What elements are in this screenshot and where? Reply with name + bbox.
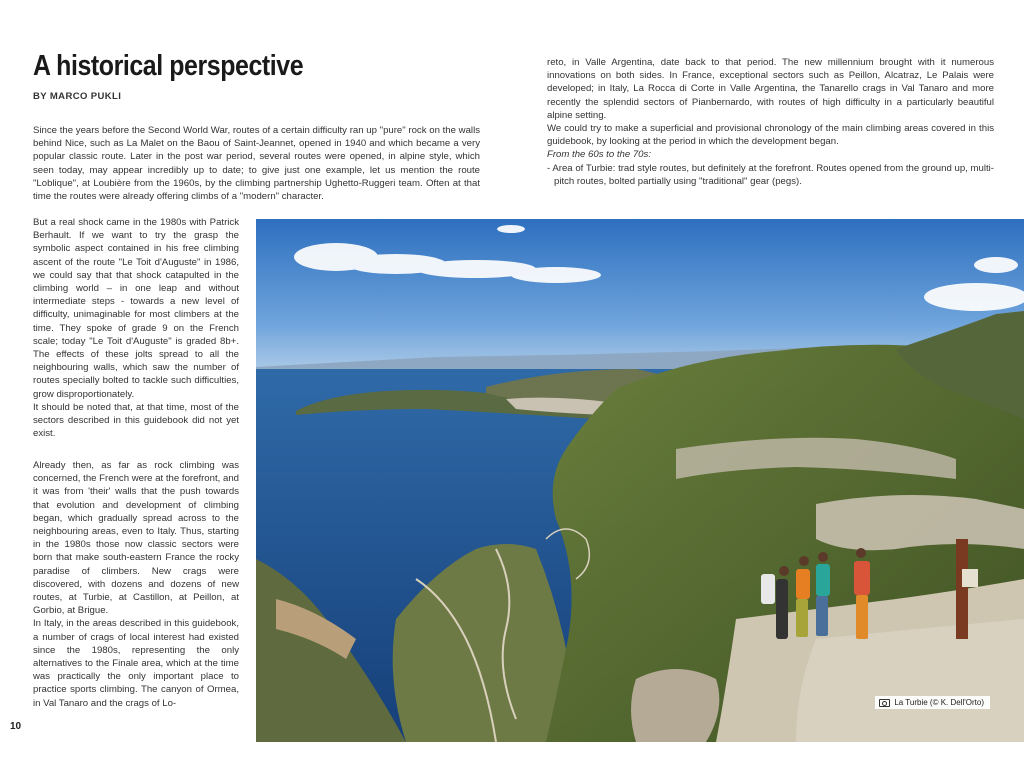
paragraph: reto, in Valle Argentina, date back to that period. The new millennium brought with it numerous innovations on both sides. In France, exceptional sectors such as Peillon, Alcatraz, Le Palais were developed; in Italy, La Rocca di Corte in Valle Argentina, the Tanarello crags in Val Tanaro and more recently the splendid sectors of Pianbernardo, with routes of high difficulty in a particularly beautiful alpine setting. [547, 57, 994, 121]
left-column-top [33, 216, 239, 440]
byline: BY MARCO PUKLI [33, 91, 122, 102]
paragraph: We could try to make a superficial and provisional chronology of the main climbing areas covered in this guidebook, by looking at the period in which the development began. [547, 123, 994, 148]
left-column-bottom [33, 459, 239, 710]
page-number-left: 10 [10, 721, 22, 732]
article-title: A historical perspective [33, 50, 304, 82]
camera-icon [879, 699, 890, 707]
paragraph: In Italy, in the areas described in this guidebook, a number of crags of local interest had existed since the 1980s, representing the only alternatives to the Finale area, which at the time was practically the only important place to practice sports climbing. The canyon of Ormea, in Val Tanaro and the crags of Lo- [33, 618, 239, 709]
landscape-photo [256, 219, 1024, 742]
chronology-item: - Area of Turbie: trad style routes, but definitely at the forefront. Routes opened from the ground up, multi-pitch routes, bolted partially using "traditional" gear (pegs). [547, 162, 994, 187]
paragraph: But a real shock came in the 1980s with Patrick Berhault. If we want to try the grasp the symbolic aspect contained in his free climbing ascent of the route "Le Toit d'Auguste" in 1986, we could say that that shock catapulted in the climbing world – in one leap and without intermediate steps - towards a new level of difficulty, unimaginable for most climbers at the time. They spoke of grade 9 on the French scale; today "Le Toit d'Auguste" is graded 8b+. The effects of these jolts spread to all the neighbouring walls, which saw the number of routes specially bolted to tackle such difficulties, grow disproportionately. [33, 217, 239, 400]
paragraph: It should be noted that, at that time, most of the sectors described in this guidebook did not yet exist. [33, 401, 239, 440]
paragraph: Already then, as far as rock climbing was concerned, the French were at the forefront, and it was from 'their' walls that the push towards that evolution and development of climbing began, which gradually spread across to the neighbouring areas, even to Italy. Thus, starting in the 1980s those now classic sectors were born that make south-eastern France the rocky paradise of climbers. New crags were discovered, with dozens and dozens of new routes, at Turbie, at Castillon, at Peillon, at Gorbio, at Brigue. [33, 460, 239, 617]
right-column-top [547, 56, 994, 188]
chronology-subheading: From the 60s to the 70s: [547, 149, 651, 161]
photo-caption [875, 696, 990, 709]
photo-caption-text: La Turbie (© K. Dell'Orto) [894, 698, 984, 707]
intro-paragraph: Since the years before the Second World War, routes of a certain difficulty ran up "pure" rock on the walls behind Nice, such as La Malet on the Baou of Saint-Jeannet, opened in 1940 and which became a very popular classic route. Later in the post war period, several routes were opened, in alpine style, which seen today, may appear incredibly up to date; to give just one example, let us mention the route "Loblique", at Loubière from the 1960s, by the climbing partnership Ughetto-Ruggeri team. Often at that time the routes were already offering climbs of a "modern" character. [33, 125, 480, 203]
